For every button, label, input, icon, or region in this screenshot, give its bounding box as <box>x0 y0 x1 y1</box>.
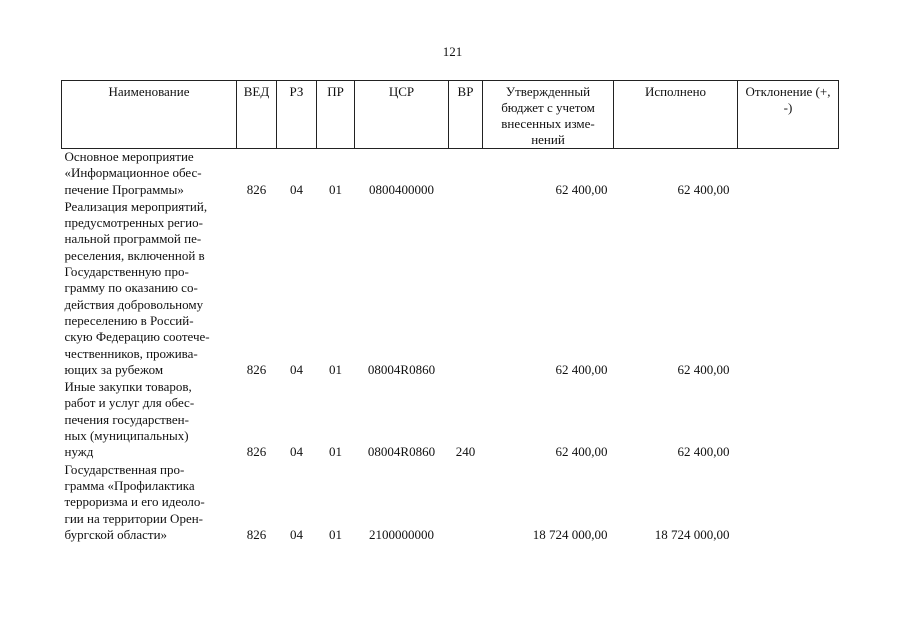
page-number: 121 <box>442 44 463 59</box>
row-rz: 04 <box>290 361 303 377</box>
header-pr: ПР <box>317 81 355 149</box>
row-ved: 826 <box>246 444 267 460</box>
table-row <box>62 149 839 199</box>
row-rz: 04 <box>290 526 303 542</box>
header-approved: Утвержденный бюджет с учетом внесенных изме-нений <box>483 81 614 149</box>
row-deviation <box>738 199 839 379</box>
row-deviation <box>738 149 839 199</box>
row-approved: 62 400,00 <box>555 181 608 197</box>
row-deviation <box>738 462 839 544</box>
table-row <box>62 199 839 379</box>
table-header-row <box>62 81 839 149</box>
row-executed: 62 400,00 <box>677 444 730 460</box>
row-rz: 04 <box>290 181 303 197</box>
row-csr: 2100000000 <box>369 526 434 542</box>
row-ved: 826 <box>246 526 267 542</box>
row-pr: 01 <box>329 181 342 197</box>
row-ved: 826 <box>246 361 267 377</box>
row-name: Иные закупки товаров, работ и услуг для обес- печения государствен- ных (муниципальных) нужд <box>64 379 195 460</box>
header-vr: ВР <box>449 81 483 149</box>
row-rz: 04 <box>290 444 303 460</box>
table-row <box>62 462 839 544</box>
row-approved: 62 400,00 <box>555 444 608 460</box>
header-ved: ВЕД <box>237 81 277 149</box>
row-pr: 01 <box>329 526 342 542</box>
row-vr <box>449 199 483 379</box>
row-vr <box>449 462 483 544</box>
header-executed: Исполнено <box>614 81 738 149</box>
row-approved: 62 400,00 <box>555 361 608 377</box>
row-executed: 62 400,00 <box>677 181 730 197</box>
row-deviation <box>738 379 839 461</box>
row-vr: 240 <box>455 444 476 460</box>
row-csr: 08004R0860 <box>367 361 436 377</box>
row-vr <box>449 149 483 199</box>
header-deviation: Отклонение (+, -) <box>738 81 839 149</box>
row-executed: 62 400,00 <box>677 361 730 377</box>
row-ved: 826 <box>246 181 267 197</box>
table-row <box>62 379 839 461</box>
row-csr: 0800400000 <box>369 181 434 197</box>
row-name: Реализация мероприятий, предусмотренных регио- нальной программой пе- реселения, включенной в Государственную про- грамму по оказанию со- действия добровольному переселению в Россий- скую Федерацию соотече- чественников, прожива- ющих за рубежом <box>64 198 210 377</box>
row-pr: 01 <box>329 444 342 460</box>
header-csr: ЦСР <box>355 81 449 149</box>
row-pr: 01 <box>329 361 342 377</box>
budget-table <box>61 80 839 544</box>
row-name: Основное мероприятие «Информационное обес- печение Программы» <box>64 149 202 197</box>
row-name: Государственная про- грамма «Профилактика терроризма и его идеоло- гии на территории Орен- бургской области» <box>64 461 205 542</box>
header-name: Наименование <box>62 81 237 149</box>
row-approved: 18 724 000,00 <box>532 526 608 542</box>
row-executed: 18 724 000,00 <box>654 526 730 542</box>
row-csr: 08004R0860 <box>367 444 436 460</box>
header-rz: РЗ <box>277 81 317 149</box>
